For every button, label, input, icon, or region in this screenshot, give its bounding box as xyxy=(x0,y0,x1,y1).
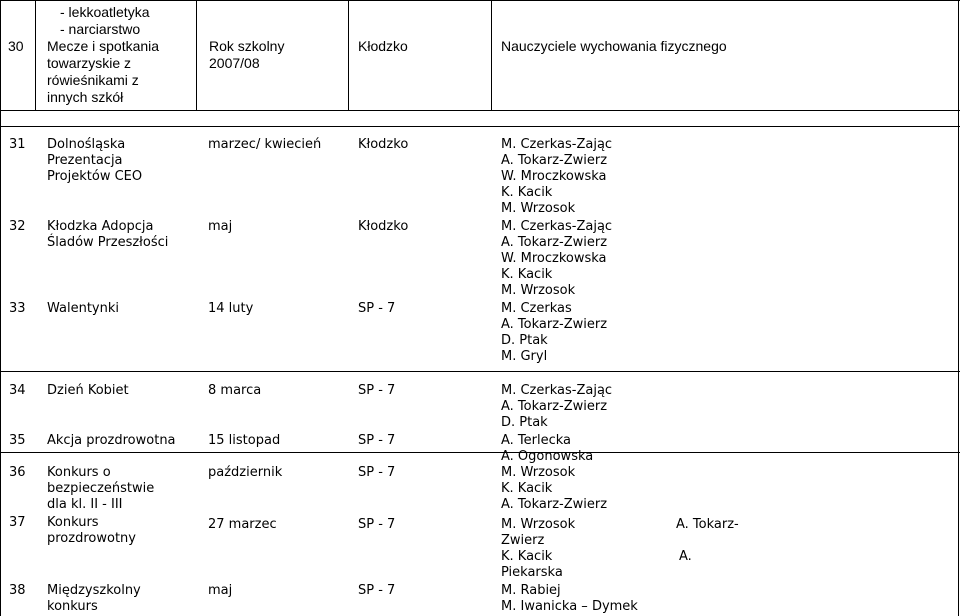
row-title-line: Międzyszkolny xyxy=(47,583,141,598)
row-number: 33 xyxy=(9,301,26,316)
row-title-line: Prezentacja xyxy=(47,153,123,168)
row-title-line: Projektów CEO xyxy=(47,169,143,184)
row-person: M. Wrzosok xyxy=(501,517,576,532)
row-title-line: towarzyskie z xyxy=(47,55,132,71)
row-person: M. Wrzosok xyxy=(501,201,576,216)
row-title-line: Dolnośląska xyxy=(47,137,126,152)
row-number: 37 xyxy=(9,515,26,530)
row-title-line: bezpieczeństwie xyxy=(47,481,155,496)
row-person: D. Ptak xyxy=(501,333,548,348)
row-person: A. Ogonowska xyxy=(501,449,594,464)
row-place: SP - 7 xyxy=(358,517,396,532)
row-place: SP - 7 xyxy=(358,433,396,448)
row-number: 34 xyxy=(9,383,26,398)
row-person: A. Tokarz-Zwierz xyxy=(501,399,608,414)
row-date-line: 8 marca xyxy=(208,383,262,398)
row-person: A. Tokarz-Zwierz xyxy=(501,235,608,250)
row-divider-1 xyxy=(0,110,960,111)
row-number: 36 xyxy=(9,465,26,480)
table-border-right xyxy=(958,0,959,616)
row-person: W. Mroczkowska xyxy=(501,169,607,184)
row-date-line: 14 luty xyxy=(208,301,254,316)
row-title-line: konkurs xyxy=(47,599,98,614)
row-number: 35 xyxy=(9,433,26,448)
row-title-line: Akcja prozdrowotna xyxy=(47,433,176,448)
row-number: 32 xyxy=(9,219,26,234)
row-title-line: Mecze i spotkania xyxy=(47,38,160,54)
row-person: M. Czerkas-Zając xyxy=(501,137,613,152)
row-person: M. Gryl xyxy=(501,349,548,364)
row-title-line: Śladów Przeszłości xyxy=(47,235,169,250)
table-border-top xyxy=(0,0,960,1)
row-person: M. Rabiej xyxy=(501,583,561,598)
row-person: Nauczyciele wychowania fizycznego xyxy=(501,38,727,54)
row-person: K. Kacik xyxy=(501,185,553,200)
col-divider-4 xyxy=(491,0,492,110)
row-person: A. Tokarz-Zwierz xyxy=(501,317,608,332)
row-number: 31 xyxy=(9,137,26,152)
row-title-line: dla kl. II - III xyxy=(47,497,123,512)
row-person: M. Czerkas-Zając xyxy=(501,383,613,398)
row-place: SP - 7 xyxy=(358,583,396,598)
col-divider-1 xyxy=(35,0,36,110)
row-person: A. Tokarz-Zwierz xyxy=(501,153,608,168)
row-person: Piekarska xyxy=(501,565,563,580)
row-person: D. Ptak xyxy=(501,415,548,430)
row-person: M. Wrzosok xyxy=(501,283,576,298)
row-title-line: Kłodzka Adopcja xyxy=(47,219,154,234)
row-person: M. Iwanicka – Dymek xyxy=(501,599,638,614)
row-divider-2 xyxy=(0,126,960,127)
row-person: A. xyxy=(679,549,692,564)
row-place: Kłodzko xyxy=(358,219,409,234)
row-date-line: 15 listopad xyxy=(208,433,281,448)
row-title-line: innych szkół xyxy=(47,89,124,105)
row-place: Kłodzko xyxy=(358,38,408,54)
row-date-line: 27 marzec xyxy=(208,517,277,532)
row-title-line: Dzień Kobiet xyxy=(47,383,129,398)
row-date-line: Rok szkolny xyxy=(209,38,285,54)
row-title-line: Konkurs o xyxy=(47,465,111,480)
row-date-line: maj xyxy=(208,583,233,598)
row-person: K. Kacik xyxy=(501,549,553,564)
row-divider-3 xyxy=(0,371,960,372)
row-title-line: Konkurs xyxy=(47,515,99,530)
row-place: SP - 7 xyxy=(358,383,396,398)
row-divider-4 xyxy=(0,452,960,453)
row-person: W. Mroczkowska xyxy=(501,251,607,266)
row-place: Kłodzko xyxy=(358,137,409,152)
row-number: 38 xyxy=(9,583,26,598)
row-place: SP - 7 xyxy=(358,301,396,316)
row-title-line: rówieśnikami z xyxy=(47,72,139,88)
row-person: A. Tokarz-Zwierz xyxy=(501,497,608,512)
row-person: M. Wrzosok xyxy=(501,465,576,480)
row-person: A. Tokarz- xyxy=(676,517,739,532)
col-divider-2 xyxy=(196,0,197,110)
row-person: M. Czerkas-Zając xyxy=(501,219,613,234)
row-title-line: Walentynki xyxy=(47,301,120,316)
row-date-line: 2007/08 xyxy=(209,55,260,71)
row-date-line: marzec/ kwiecień xyxy=(208,137,322,152)
continuation-item: - lekkoatletyka xyxy=(60,4,150,20)
row-date-line: maj xyxy=(208,219,233,234)
row-person: Zwierz xyxy=(501,533,545,548)
row-place: SP - 7 xyxy=(358,465,396,480)
row-title-line: prozdrowotny xyxy=(47,531,136,546)
table-border-left xyxy=(0,0,1,616)
row-person: K. Kacik xyxy=(501,267,553,282)
row-person: M. Czerkas xyxy=(501,301,572,316)
col-divider-3 xyxy=(348,0,349,110)
row-person: A. Terlecka xyxy=(501,433,572,448)
row-person: K. Kacik xyxy=(501,481,553,496)
continuation-item: - narciarstwo xyxy=(60,21,141,37)
row-number: 30 xyxy=(8,38,24,54)
row-date-line: październik xyxy=(208,465,283,480)
